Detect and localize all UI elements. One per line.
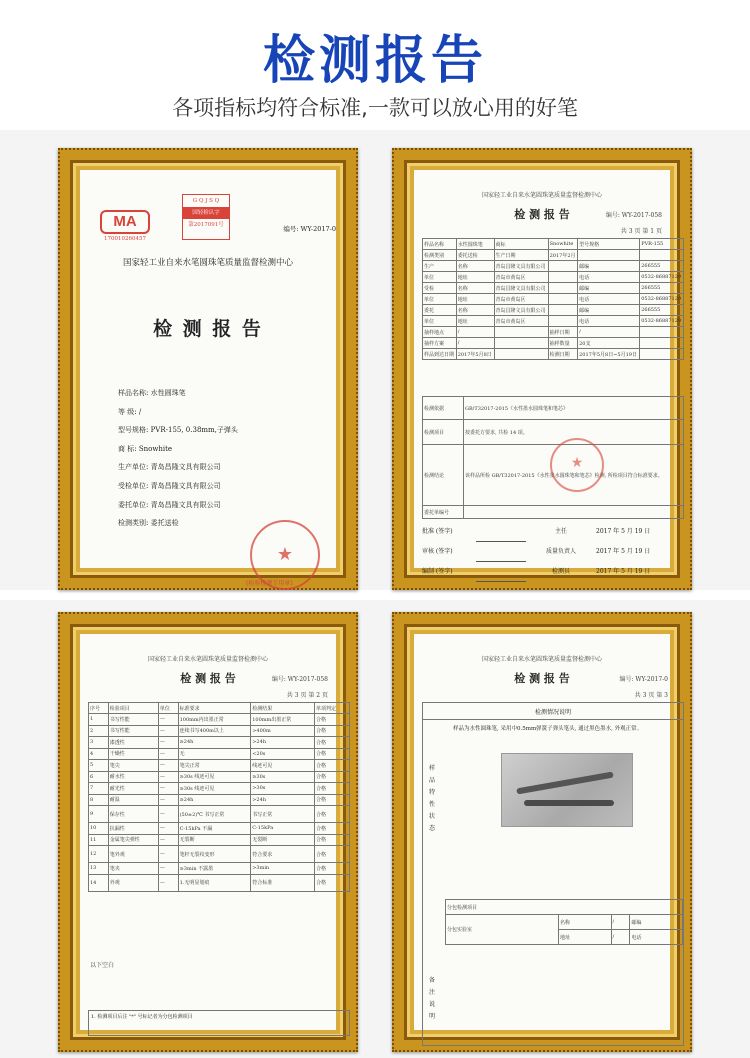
table-cell: 样品名称	[423, 239, 457, 250]
field-value: 青岛昌隆文具有限公司	[150, 500, 221, 509]
pen-icon	[516, 772, 614, 795]
column-header: 单项判定	[315, 703, 350, 714]
signature-row	[422, 522, 684, 542]
table-cell: —	[158, 714, 178, 726]
notes-box	[422, 702, 684, 1046]
field-label: 等 级:	[118, 407, 137, 416]
table-cell: 3	[89, 737, 109, 749]
table-cell: >24h	[251, 794, 315, 806]
table-cell: 金属笔尖弹性	[108, 834, 158, 846]
table-cell	[548, 316, 578, 327]
table-cell: ≥24h	[178, 737, 251, 749]
table-cell: 6	[89, 771, 109, 783]
table-cell: >3min	[251, 863, 315, 875]
cma-number: 170010260457	[104, 236, 146, 242]
certificate-frame-notes	[392, 612, 692, 1052]
serial-number: 编号: WY-2017-0	[619, 676, 668, 683]
field-row	[118, 421, 238, 440]
table-cell: 笔夹	[108, 863, 158, 875]
table-cell: 抽样地点	[423, 327, 457, 338]
report-title: 检 测 报 告	[180, 672, 236, 685]
table-footer: 以下空白	[90, 962, 115, 969]
table-cell: 连续书写400m以上	[178, 725, 251, 737]
field-label: 受检单位:	[118, 481, 149, 490]
table-cell: 青岛市黄岛区	[494, 294, 548, 305]
signature-row	[422, 562, 684, 582]
field-value: Snowhite	[138, 444, 173, 453]
table-cell: 水性圆珠笔	[456, 239, 494, 250]
table-cell: 266555	[640, 261, 684, 272]
gqjsq-top: G Q J S Q	[192, 198, 220, 204]
table-cell: —	[158, 748, 178, 760]
table-cell: 符合要求	[251, 846, 315, 863]
table-cell	[640, 327, 684, 338]
table-cell: 青岛昌隆文具有限公司	[494, 283, 548, 294]
field-row	[118, 514, 238, 533]
table-cell: 无	[178, 748, 251, 760]
note-box	[88, 1010, 350, 1036]
table-row	[423, 397, 684, 420]
table-cell	[548, 283, 578, 294]
signature-block	[422, 522, 684, 582]
remark-label: 备注说明	[429, 977, 436, 1020]
column-header: 序号	[89, 703, 109, 714]
sign-title: 质量负责人	[545, 548, 576, 555]
table-cell: 漆透性	[108, 737, 158, 749]
table-cell: —	[158, 834, 178, 846]
table-cell: 耐温	[108, 794, 158, 806]
table-cell: PVR-155	[640, 239, 684, 250]
table-cell: 1	[89, 714, 109, 726]
table-row	[423, 294, 684, 305]
sample-note: 样品为水性圆珠笔, 采用中0.5mm弹簧子弹头笔头, 通过黑色墨水, 外观正常。	[453, 726, 643, 732]
table-header-row	[89, 703, 350, 714]
field-row	[118, 440, 238, 459]
field-value: 青岛昌隆文具有限公司	[150, 463, 221, 472]
certificate-cover-page	[80, 170, 336, 587]
table-cell: C-15kPa 不漏	[178, 823, 251, 835]
table-row	[89, 748, 350, 760]
table-row	[423, 420, 684, 445]
table-cell: 地址	[456, 316, 494, 327]
table-cell: —	[158, 737, 178, 749]
certificate-frame-results	[58, 612, 358, 1052]
table-cell: 12	[89, 846, 109, 863]
table-cell: 合格	[315, 846, 350, 863]
table-cell	[578, 250, 640, 261]
table-cell: >400m	[251, 725, 315, 737]
page-title: 检测报告	[262, 31, 487, 91]
gqjsq-mid: 国轻检认字	[183, 207, 229, 219]
table-cell: —	[158, 846, 178, 863]
table-cell	[548, 261, 578, 272]
subcontract-table	[445, 899, 683, 945]
page-count: 共 3 页 第 2 页	[286, 692, 328, 699]
table-row	[89, 783, 350, 795]
sign-role: 审核 (签字)	[422, 548, 453, 555]
table-cell: 名称	[456, 283, 494, 294]
sign-title: 检测员	[551, 568, 570, 575]
table-cell: 10	[89, 823, 109, 835]
table-row	[423, 261, 684, 272]
field-label: 样品名称:	[118, 389, 149, 397]
certificate-frame-cover	[58, 148, 358, 590]
side-label: 样品特性状态	[429, 765, 436, 832]
table-cell: 单位	[423, 294, 457, 305]
table-cell: 1.无明显划痕	[178, 874, 251, 891]
note-text: 1. 检测项目后注 "*" 号标记者为分包检测项目	[91, 1014, 193, 1020]
table-cell: 电话	[578, 272, 640, 283]
field-value: /	[138, 407, 142, 416]
table-row	[423, 305, 684, 316]
table-cell: ≥30s	[251, 771, 315, 783]
table-cell: <20s	[251, 748, 315, 760]
serial-number: 编号: WY-2017-058	[605, 212, 662, 219]
table-cell: 样品到达日期	[423, 349, 457, 360]
column-header: 检测结果	[251, 703, 315, 714]
table-row	[446, 900, 683, 915]
field-row	[118, 477, 238, 496]
table-cell: —	[158, 806, 178, 823]
table-cell: —	[158, 771, 178, 783]
sign-role: 编制 (签字)	[422, 568, 453, 575]
center-name: 国家轻工业自来水笔圆珠笔质量监督检测中心	[481, 192, 602, 199]
table-cell: C-15kPa	[251, 823, 315, 835]
table-cell: 2017年2月	[548, 250, 578, 261]
table-cell: 耐光性	[108, 783, 158, 795]
table-cell: 邮编	[578, 283, 640, 294]
sub-cell: 地址	[559, 930, 612, 945]
page-subtitle: 各项指标均符合标准,一款可以放心用的好笔	[172, 96, 578, 120]
table-cell: 书写性能	[108, 725, 158, 737]
sub-cell: 名称	[559, 915, 612, 930]
sign-title: 主任	[554, 528, 567, 535]
table-cell: ≥24h	[178, 794, 251, 806]
basis-value: GB/T32017-2015《水性墨水圆珠笔和笔芯》	[464, 397, 684, 420]
table-cell: 合格	[315, 737, 350, 749]
table-cell: ≥30s 线迹可见	[178, 783, 251, 795]
column-header: 标准要求	[178, 703, 251, 714]
field-row	[118, 496, 238, 515]
serial-number: 编号: WY-2017-0	[283, 225, 336, 233]
table-cell	[494, 327, 548, 338]
table-cell: 笔外观	[108, 846, 158, 863]
table-row	[423, 250, 684, 261]
table-cell: 青岛市黄岛区	[494, 272, 548, 283]
table-cell: 检测日期	[548, 349, 578, 360]
table-cell: —	[158, 794, 178, 806]
conclusion-value: 该样品所检 GB/T32017-2015《水性墨水圆珠笔和笔芯》检测, 所检项目符合标准要求。	[465, 472, 663, 479]
table-row	[423, 272, 684, 283]
table-row: 地址 / 电话	[446, 930, 683, 945]
table-cell	[548, 272, 578, 283]
table-row	[423, 349, 684, 360]
seal-text: (检验检测专用章)	[246, 580, 293, 587]
table-row: 分包实验室 名称 / 邮编	[446, 915, 683, 930]
table-cell: 266555	[640, 305, 684, 316]
table-cell: 书写性能	[108, 714, 158, 726]
table-cell: 11	[89, 834, 109, 846]
table-cell: 266555	[640, 283, 684, 294]
pen-icon	[524, 800, 614, 806]
table-cell: 邮编	[578, 261, 640, 272]
table-cell: (50±2)℃ 书写正常	[178, 806, 251, 823]
center-name: 国家轻工业自来水笔圆珠笔质量监督检测中心	[481, 656, 602, 663]
field-label: 委托单位:	[118, 500, 149, 509]
table-cell	[640, 250, 684, 261]
serial-number: 编号: WY-2017-058	[271, 676, 328, 683]
sign-role: 批准 (签字)	[422, 528, 453, 535]
table-row	[423, 316, 684, 327]
table-cell: 检测类别	[423, 250, 457, 261]
table-cell: >24h	[251, 737, 315, 749]
table-cell: 合格	[315, 714, 350, 726]
table-cell: 无裂断	[251, 834, 315, 846]
table-cell: Snowhite	[548, 239, 578, 250]
cma-logo	[100, 210, 150, 242]
table-cell: —	[158, 760, 178, 772]
certificate-results-page	[80, 634, 336, 1030]
table-cell: 0532-86887129	[640, 294, 684, 305]
table-cell: ≥30s 线迹可见	[178, 771, 251, 783]
report-title: 检 测 报 告	[514, 672, 570, 685]
red-seal-icon: ★	[250, 520, 320, 590]
table-row	[89, 806, 350, 823]
sub-cell: 电话	[630, 930, 683, 945]
table-cell: 笔尖正常	[178, 760, 251, 772]
table-cell: 地址	[456, 272, 494, 283]
table-cell: 青岛市黄岛区	[494, 316, 548, 327]
table-row	[89, 834, 350, 846]
field-value: 水性圆珠笔	[150, 389, 186, 397]
table-cell: 无裂断	[178, 834, 251, 846]
table-cell: 2017年5月8日~5月19日	[578, 349, 640, 360]
cma-label: MA	[100, 210, 150, 234]
table-cell: 干燥性	[108, 748, 158, 760]
table-cell: 2017年5月8日	[456, 349, 494, 360]
table-row	[423, 327, 684, 338]
table-cell: /	[456, 338, 494, 349]
table-cell: —	[158, 863, 178, 875]
table-cell: 抗漏性	[108, 823, 158, 835]
table-cell: 生产日期	[494, 250, 548, 261]
table-row	[89, 760, 350, 772]
table-cell: 13	[89, 863, 109, 875]
table-cell: 合格	[315, 834, 350, 846]
table-cell: ≥3min 不露墨	[178, 863, 251, 875]
table-cell: 符合标准	[251, 874, 315, 891]
table-cell: 笔杆无裂纹变形	[178, 846, 251, 863]
table-cell: 8	[89, 794, 109, 806]
field-value: PVR-155, 0.38mm,子弹头	[150, 426, 238, 435]
table-cell	[494, 338, 548, 349]
table-cell: 受检	[423, 283, 457, 294]
table-cell: /	[578, 327, 640, 338]
table-cell: 单位	[423, 316, 457, 327]
table-cell: 名称	[456, 305, 494, 316]
table-row	[89, 737, 350, 749]
table-cell: 书写正常	[251, 806, 315, 823]
page-count: 共 3 页 第 3	[634, 692, 668, 699]
table-cell: —	[158, 725, 178, 737]
items-label: 检测项目	[423, 420, 464, 445]
center-name: 国家轻工业自来水笔圆珠笔质量监督检测中心	[122, 258, 293, 268]
table-cell: 抽样方案	[423, 338, 457, 349]
certificate-summary-page	[414, 170, 682, 575]
summary-table	[422, 238, 684, 360]
table-cell: 合格	[315, 760, 350, 772]
remark-label: 委托单编号	[423, 506, 464, 519]
table-row	[89, 823, 350, 835]
sub-label: 分包检测项目	[446, 900, 683, 915]
results-table	[88, 702, 350, 892]
table-cell: 0532-86887129	[640, 316, 684, 327]
table-cell: 0532-86887129	[640, 272, 684, 283]
column-header: 检验项目	[108, 703, 158, 714]
table-cell: 14	[89, 874, 109, 891]
table-cell	[548, 294, 578, 305]
section-title: 检测情况说明	[423, 707, 683, 720]
table-cell: 线迹可见	[251, 760, 315, 772]
table-cell: 合格	[315, 725, 350, 737]
table-cell: 2	[89, 725, 109, 737]
table-cell: 合格	[315, 874, 350, 891]
red-seal-icon: ★	[550, 438, 604, 492]
table-cell: 合格	[315, 794, 350, 806]
table-cell: 合格	[315, 806, 350, 823]
table-cell	[494, 349, 548, 360]
table-cell: 保存性	[108, 806, 158, 823]
table-cell: 型号规格	[578, 239, 640, 250]
field-row	[118, 403, 238, 422]
table-cell: 合格	[315, 863, 350, 875]
table-cell	[640, 349, 684, 360]
certificate-frame-summary	[392, 148, 692, 590]
table-row	[89, 714, 350, 726]
center-name: 国家轻工业自来水笔圆珠笔质量监督检测中心	[147, 656, 268, 663]
table-cell: >30s	[251, 783, 315, 795]
gqjsq-stamp	[182, 194, 230, 240]
table-row	[89, 794, 350, 806]
table-cell: 青岛昌隆文具有限公司	[494, 305, 548, 316]
table-cell: —	[158, 874, 178, 891]
conclusion-label: 检测结论	[423, 445, 464, 506]
table-cell: 电话	[578, 316, 640, 327]
table-row	[423, 283, 684, 294]
table-cell: 青岛昌隆文具有限公司	[494, 261, 548, 272]
field-value: 委托送检	[150, 519, 179, 528]
table-cell: —	[158, 823, 178, 835]
report-title: 检 测 报 告	[153, 318, 263, 340]
field-row	[118, 384, 238, 403]
table-cell: 5	[89, 760, 109, 772]
table-cell: 外观	[108, 874, 158, 891]
sign-date: 2017 年 5 月 19 日	[596, 568, 651, 575]
sub-cell: 分包实验室	[446, 915, 559, 945]
table-row	[89, 863, 350, 875]
table-row	[89, 771, 350, 783]
table-cell: 合格	[315, 823, 350, 835]
table-cell: —	[158, 783, 178, 795]
table-cell	[640, 338, 684, 349]
table-cell: 20支	[578, 338, 640, 349]
table-cell: 邮编	[578, 305, 640, 316]
page-count: 共 3 页 第 1 页	[620, 228, 662, 235]
table-cell: 名称	[456, 261, 494, 272]
table-row	[89, 874, 350, 891]
field-value: 青岛昌隆文具有限公司	[150, 481, 221, 490]
table-cell: 抽样日期	[548, 327, 578, 338]
certificate-notes-page	[414, 634, 670, 1030]
table-cell: 单位	[423, 272, 457, 283]
table-row	[423, 506, 684, 519]
field-label: 商 标:	[118, 444, 137, 453]
table-cell: 电话	[578, 294, 640, 305]
report-title: 检 测 报 告	[514, 208, 570, 221]
table-cell: 生产	[423, 261, 457, 272]
table-cell: 100mm出墨正常	[251, 714, 315, 726]
table-cell	[548, 305, 578, 316]
table-cell: 地址	[456, 294, 494, 305]
sign-date: 2017 年 5 月 19 日	[596, 528, 651, 535]
gqjsq-bot: 第2017091号	[188, 222, 224, 228]
table-cell: /	[456, 327, 494, 338]
table-cell: 4	[89, 748, 109, 760]
sign-date: 2017 年 5 月 19 日	[596, 548, 651, 555]
field-row	[118, 458, 238, 477]
table-cell: 笔尖	[108, 760, 158, 772]
field-label: 型号规格:	[118, 426, 149, 435]
table-cell: 合格	[315, 748, 350, 760]
signature-row	[422, 542, 684, 562]
table-cell: 商标	[494, 239, 548, 250]
table-cell: 9	[89, 806, 109, 823]
items-value: 按委托方要求, 共检 14 项。	[464, 420, 684, 445]
table-cell: 委托	[423, 305, 457, 316]
table-cell: 耐水性	[108, 771, 158, 783]
column-header: 单位	[158, 703, 178, 714]
sub-cell: 邮编	[630, 915, 683, 930]
cover-fields	[118, 384, 238, 533]
table-cell: 7	[89, 783, 109, 795]
table-cell: 合格	[315, 783, 350, 795]
table-row	[89, 846, 350, 863]
field-label: 生产单位:	[118, 463, 149, 472]
sample-photo	[501, 753, 633, 827]
table-row	[89, 725, 350, 737]
field-label: 检测类别:	[118, 519, 149, 528]
basis-label: 检测依据	[423, 397, 464, 420]
table-row	[423, 239, 684, 250]
table-cell: 委托送检	[456, 250, 494, 261]
table-cell: 合格	[315, 771, 350, 783]
table-cell: 100mm内出墨正常	[178, 714, 251, 726]
table-row	[423, 338, 684, 349]
table-cell: 抽样数量	[548, 338, 578, 349]
